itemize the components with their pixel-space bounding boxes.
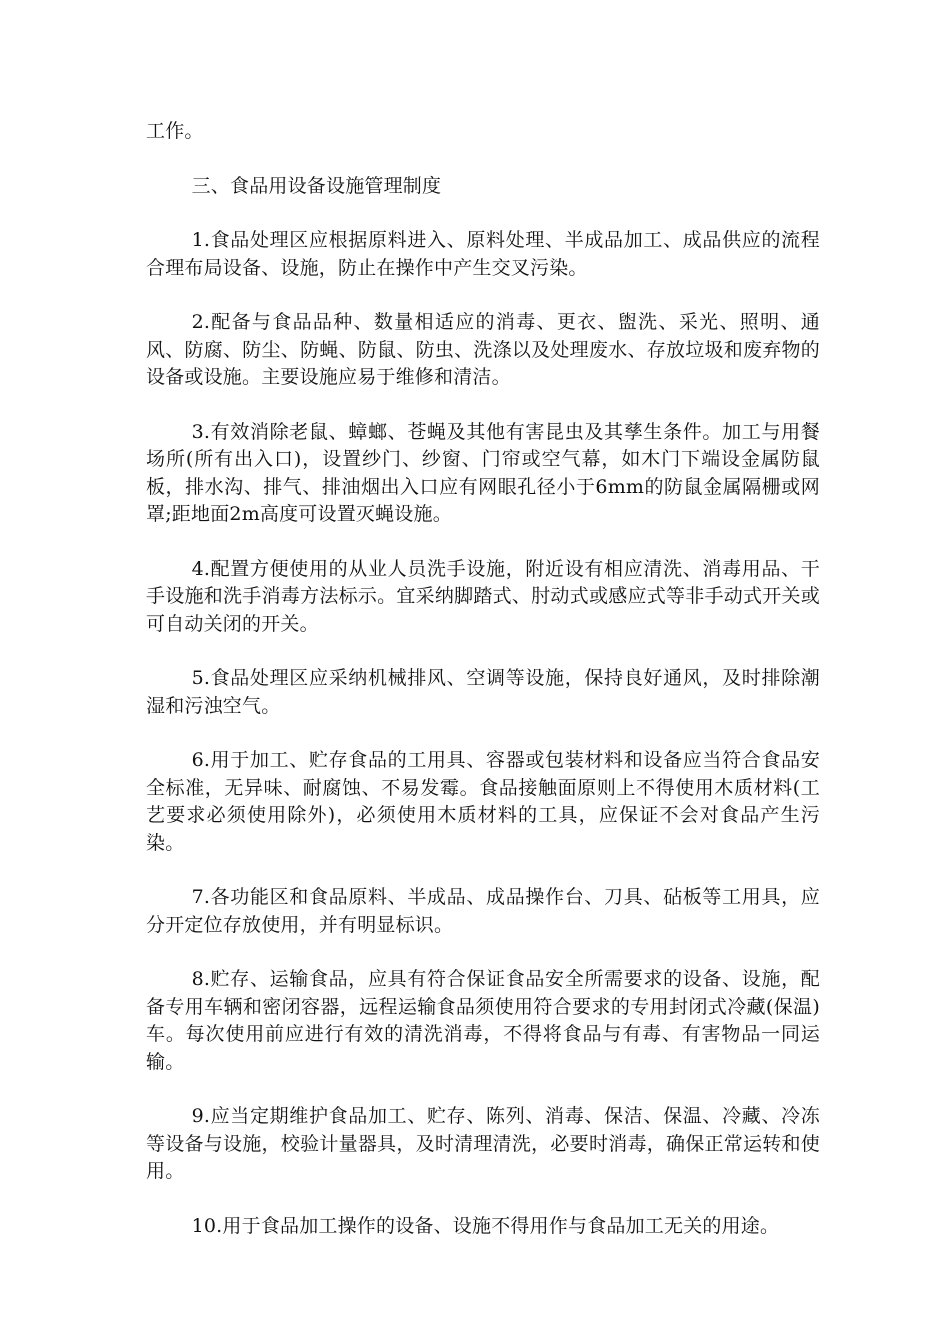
- section-title: 三、食品用设备设施管理制度: [191, 174, 442, 197]
- rule-item-4: 4.配置方便使用的从业人员洗手设施，附近设有相应清洗、消毒用品、干手设施和洗手消毒方法标示。宜采纳脚踏式、肘动式或感应式等非手动式开关或可自动关闭的开关。: [146, 557, 820, 635]
- rule-item-5: 5.食品处理区应采纳机械排风、空调等设施，保持良好通风，及时排除潮湿和污浊空气。: [146, 667, 820, 717]
- rule-item-6: 6.用于加工、贮存食品的工用具、容器或包装材料和设备应当符合食品安全标准，无异味、耐腐蚀、不易发霉。食品接触面原则上不得使用木质材料(工艺要求必须使用除外)，必须使用木质材料的工具，应保证不会对食品产生污染。: [146, 749, 820, 854]
- rule-item-8: 8.贮存、运输食品，应具有符合保证食品安全所需要求的设备、设施，配备专用车辆和密闭容器，远程运输食品须使用符合要求的专用封闭式冷藏(保温)车。每次使用前应进行有效的清洗消毒，不得将食品与有毒、有害物品一同运输。: [146, 968, 820, 1073]
- rule-item-1: 1.食品处理区应根据原料进入、原料处理、半成品加工、成品供应的流程合理布局设备、设施，防止在操作中产生交叉污染。: [146, 229, 820, 279]
- rule-item-9: 9.应当定期维护食品加工、贮存、陈列、消毒、保洁、保温、冷藏、冷冻等设备与设施，校验计量器具，及时清理清洗，必要时消毒，确保正常运转和使用。: [146, 1105, 820, 1182]
- continuation-text: 工作。: [146, 120, 204, 142]
- rule-item-2: 2.配备与食品品种、数量相适应的消毒、更衣、盥洗、采光、照明、通风、防腐、防尘、防蝇、防鼠、防虫、洗涤以及处理废水、存放垃圾和废弃物的设备或设施。主要设施应易于维修和清洁。: [146, 311, 820, 388]
- document-page: [146, 118, 820, 1267]
- rule-item-7: 7.各功能区和食品原料、半成品、成品操作台、刀具、砧板等工用具，应分开定位存放使用，并有明显标识。: [146, 886, 820, 936]
- rule-item-10: 10.用于食品加工操作的设备、设施不得用作与食品加工无关的用途。: [191, 1214, 780, 1237]
- rule-item-3: 3.有效消除老鼠、蟑螂、苍蝇及其他有害昆虫及其孳生条件。加工与用餐场所(所有出入口)，设置纱门、纱窗、门帘或空气幕，如木门下端设金属防鼠板，排水沟、排气、排油烟出入口应有网眼孔径小于6mm的防鼠金属隔栅或网罩;距地面2m高度可设置灭蝇设施。: [146, 420, 820, 525]
